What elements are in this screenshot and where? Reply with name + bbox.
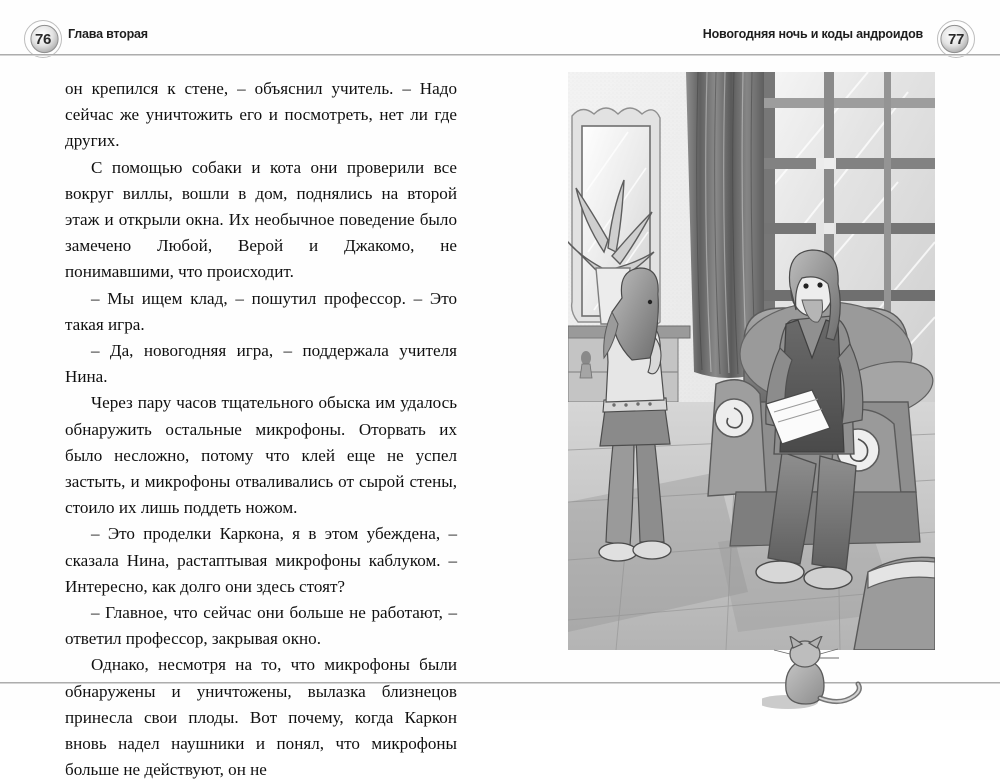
- folio-number-right: 77: [947, 30, 965, 48]
- paragraph: С помощью собаки и кота они проверили все вокруг виллы, вошли в дом, поднялись на второй этаж и открыли окна. Их необычное поведение было замечено Любой, Верой и Джакомо, не понимавшими, что происходит.: [65, 157, 457, 282]
- paragraph: – Да, новогодняя игра, – поддержала учителя Нина.: [65, 341, 457, 387]
- body-text-column: [65, 76, 457, 783]
- cat-figure: [762, 636, 882, 712]
- paragraph: он крепился к стене, – объяснил учитель. – Надо сейчас же уничтожить его и посмотреть, нет ли где других.: [65, 79, 457, 151]
- paragraph: – Это проделки Каркона, я в этом убеждена, – сказала Нина, растаптывая микрофоны каблуком. – Интересно, как долго они здесь стоят?: [65, 524, 457, 596]
- running-head: [0, 0, 1000, 56]
- folio-number-left: 76: [34, 30, 52, 48]
- paragraph: Однако, несмотря на то, что микрофоны были обнаружены и уничтожены, вылазка близнецов принесла свои плоды. Вот почему, когда Каркон вновь надел наушники и понял, что микрофоны больше не действуют, он не: [65, 655, 457, 780]
- illustration-pencil-drawing: [568, 72, 935, 650]
- paragraph: – Главное, что сейчас они больше не работают, – ответил профессор, закрывая окно.: [65, 603, 457, 649]
- folio-badge-left: [23, 19, 63, 59]
- running-head-left: Глава вторая: [68, 27, 148, 41]
- paragraph: Через пару часов тщательного обыска им удалось обнаружить остальные микрофоны. Оторвать их было несложно, потому что клей еще не успел застыть, и микрофоны отваливались от сырой стены, стоило их лишь поддеть ножом.: [65, 393, 457, 518]
- running-head-right: Новогодняя ночь и коды андроидов: [702, 27, 923, 41]
- header-rule: [0, 54, 1000, 56]
- folio-badge-right: [936, 19, 976, 59]
- paragraph: – Мы ищем клад, – пошутил профессор. – Это такая игра.: [65, 288, 457, 334]
